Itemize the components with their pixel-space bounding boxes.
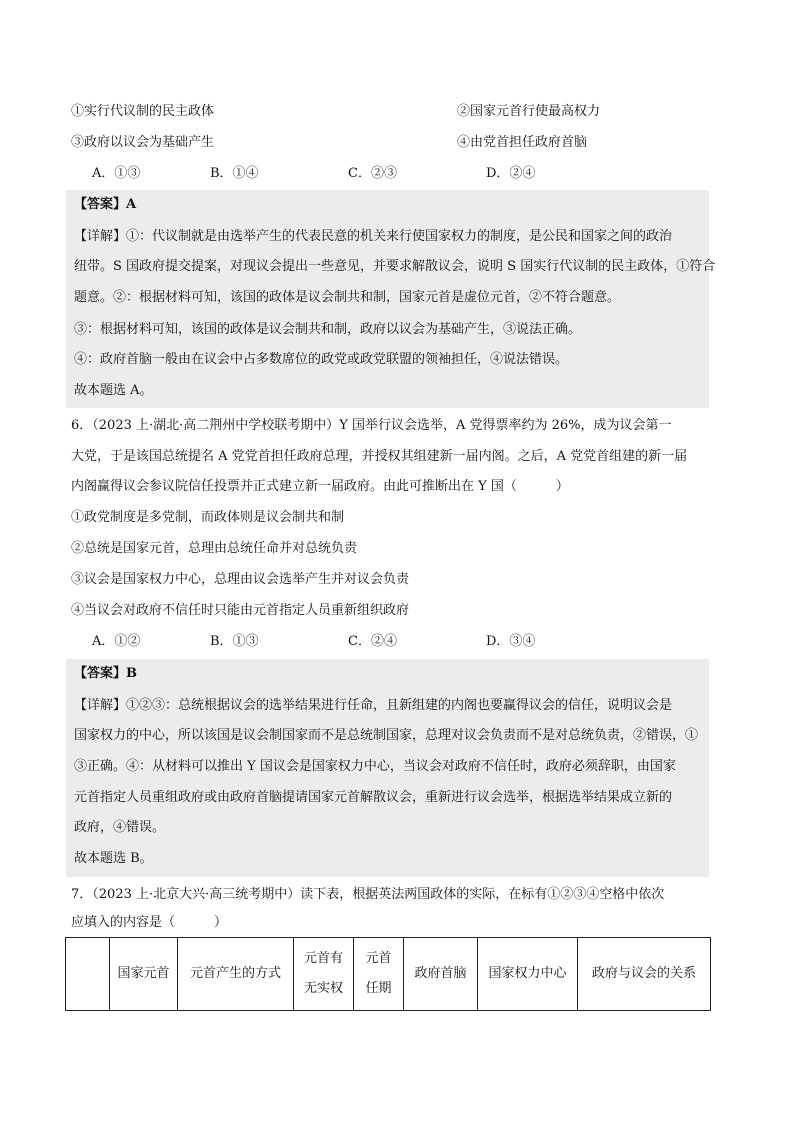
q6-choice-d: D．③④ [486,634,536,649]
q6-option-4: ④当议会对政府不信任时只能由元首指定人员重新组织政府 [71,603,410,618]
q6-explain-line: 政府，④错误。 [74,820,166,835]
q6-stem-line: 内阁赢得议会参议院信任投票并正式建立新一届政府。由此可推断出在 Y 国（ ） [71,479,569,494]
q5-choice-c: C．②③ [348,166,397,181]
q6-option-2: ②总统是国家元首，总理由总统任命并对总统负责 [71,541,358,556]
q6-explain-line: ③正确。④：从材料可以推出 Y 国议会是国家权力中心，当议会对政府不信任时，政府必须辞职，由国家 [74,759,676,774]
q6-answer-label: 【答案】B [74,666,137,681]
table-header-cell: 政府首脑 [404,938,478,1011]
table-header-cell: 国家权力中心 [478,938,578,1011]
table-header-cell: 元首有 无实权 [294,938,354,1011]
table-header-cell [66,938,110,1011]
q5-choice-d: D．②④ [486,166,536,181]
q5-option-4: ④由党首担任政府首脑 [457,135,588,150]
q6-choice-c: C．②④ [348,634,397,649]
q6-option-3: ③议会是国家权力中心，总理由议会选举产生并对议会负责 [71,572,410,587]
table-header-cell: 政府与议会的关系 [578,938,711,1011]
comparison-table [65,937,711,1011]
q5-explain-line: ④：政府首脑一般由在议会中占多数席位的政党或政党联盟的领袖担任，④说法错误。 [74,352,569,367]
q6-answer-box [66,659,709,877]
q5-explain-line: 题意。②：根据材料可知，该国的政体是议会制共和制，国家元首是虚位元首，②不符合题意。 [74,290,621,305]
q6-choice-a: A．①② [92,634,141,649]
q6-option-1: ①政党制度是多党制，而政体则是议会制共和制 [71,510,345,525]
q6-explain-line: 【详解】①②③：总统根据议会的选举结果进行任命，且新组建的内阁也要赢得议会的信任，说明议会是 [74,698,673,713]
table-header-cell: 元首 任期 [354,938,404,1011]
q5-explain-line: 【详解】①：代议制就是由选举产生的代表民意的机关来行使国家权力的制度，是公民和国家之间的政治 [74,229,673,244]
table-header-row [66,938,711,1011]
q5-option-3: ③政府以议会为基础产生 [71,135,215,150]
q6-stem-line: 6．（2023 上·湖北·高二荆州中学校联考期中）Y 国举行议会选举，A 党得票率约为 26%，成为议会第一 [71,418,672,433]
q6-conclusion: 故本题选 B。 [74,851,153,866]
q7-stem-line: 应填入的内容是（ ） [71,915,228,930]
q5-answer-box-end [66,382,709,408]
q5-explain-line: 纽带。S 国政府提交提案，对现议会提出一些意见，并要求解散议会，说明 S 国实行代议制的民主政体，①符合 [74,259,716,274]
q5-option-2: ②国家元首行使最高权力 [457,104,601,119]
q5-choice-a: A．①③ [92,166,141,181]
q5-choice-b: B．①④ [210,166,259,181]
q7-stem-line: 7．（2023 上·北京大兴·高三统考期中）读下表，根据英法两国政体的实际，在标有①②③④空格中依次 [71,887,665,902]
q5-explain-line: ③：根据材料可知，该国的政体是议会制共和制，政府以议会为基础产生，③说法正确。 [74,322,582,337]
q5-answer-box [66,190,716,382]
q5-answer-label: 【答案】A [74,197,137,212]
q6-stem-line: 大党，于是该国总统提名 A 党党首担任政府总理，并授权其组建新一届内阁。之后，A 党党首组建的新一届 [71,449,688,464]
q6-choice-b: B．①③ [210,634,259,649]
q5-option-1: ①实行代议制的民主政体 [71,104,215,119]
table-header-cell: 国家元首 [110,938,178,1011]
table-header-cell: 元首产生的方式 [178,938,294,1011]
q5-conclusion: 故本题选 A。 [74,383,153,398]
q6-explain-line: 元首指定人员重组政府或由政府首脑提请国家元首解散议会，重新进行议会选举，根据选举结果成立新的 [74,790,673,805]
q6-explain-line: 国家权力的中心，所以该国是议会制国家而不是总统制国家，总理对议会负责而不是对总统负责，②错误，① [74,728,699,743]
